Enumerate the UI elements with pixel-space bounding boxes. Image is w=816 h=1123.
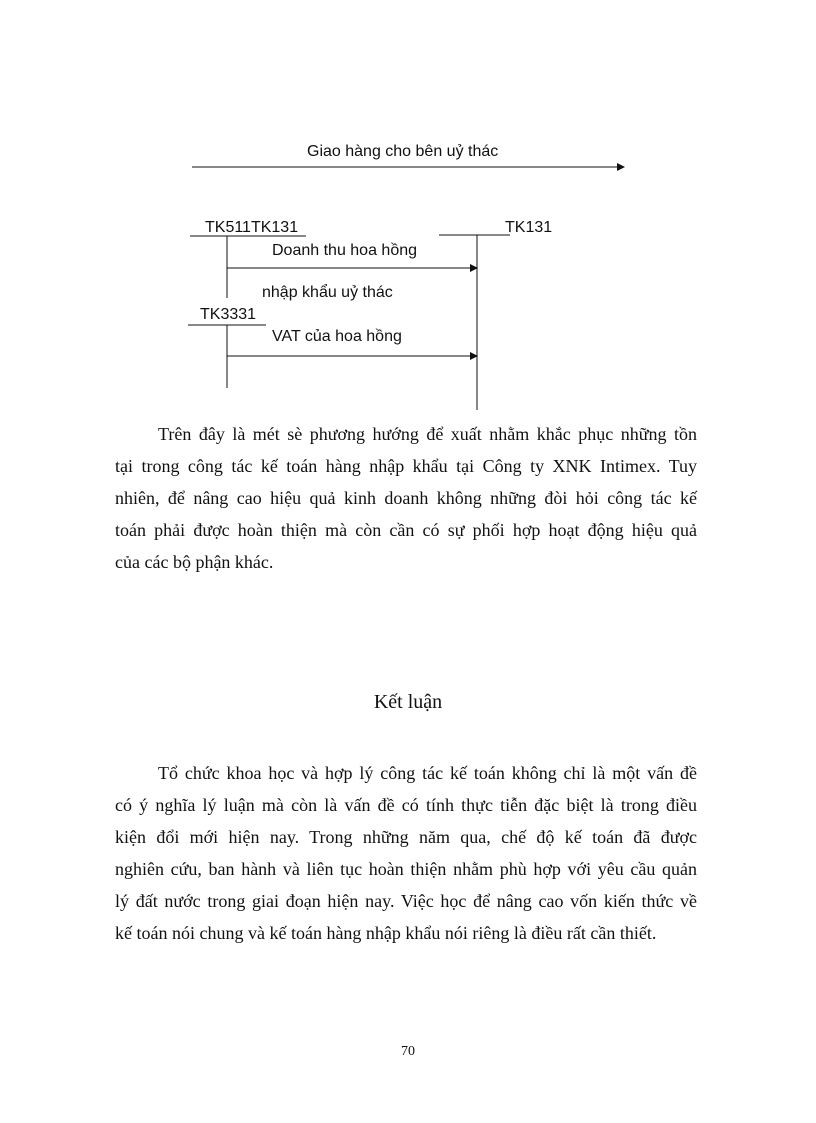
delivery-arrow-label: Giao hàng cho bên uỷ thác: [307, 143, 499, 160]
summary-line: toán phải được hoàn thiện mà còn cần có sự phối hợp hoạt động hiệu quả: [115, 520, 697, 540]
conclusion-line: lý đất nước trong giai đoạn hiện nay. Việc học để nâng cao vốn kiến thức về: [115, 891, 697, 911]
left-account-label: TK511TK131: [205, 219, 299, 236]
conclusion-line: nghiên cứu, ban hành và liên tục hoàn thiện nhằm phù hợp với yêu cầu quản: [115, 859, 697, 879]
page-number: 70: [401, 1044, 415, 1059]
conclusion-paragraph: [115, 757, 697, 949]
summary-line: nhiên, để nâng cao hiệu quả kinh doanh không những đòi hỏi công tác kế: [115, 488, 697, 508]
vat-commission-label: VAT của hoa hồng: [272, 328, 402, 345]
conclusion-heading: Kết luận: [373, 691, 443, 713]
conclusion-line: kế toán nói chung và kế toán hàng nhập khẩu nói riêng là điều rất cần thiết.: [115, 923, 657, 943]
conclusion-line: có ý nghĩa lý luận mà còn là vấn đề có tính thực tiễn đặc biệt là trong điều: [115, 795, 697, 815]
summary-line: tại trong công tác kế toán hàng nhập khẩu tại Công ty XNK Intimex. Tuy: [115, 456, 697, 476]
vat-account-label: TK3331: [200, 306, 257, 323]
right-account-label: TK131: [505, 219, 553, 236]
conclusion-line: kiện đổi mới hiện nay. Trong những năm qua, chế độ kế toán đã được: [115, 827, 697, 847]
summary-paragraph: [115, 418, 697, 578]
import-entrust-label: nhập khẩu uỷ thác: [262, 284, 393, 301]
summary-line: Trên đây là mét sè phương hướng để xuất nhằm khắc phục những tồn: [158, 424, 697, 444]
accounting-flow-diagram: [0, 0, 816, 440]
conclusion-line: Tổ chức khoa học và hợp lý công tác kế toán không chỉ là một vấn đề: [158, 763, 697, 783]
summary-line: của các bộ phận khác.: [115, 552, 274, 572]
commission-revenue-label: Doanh thu hoa hồng: [272, 242, 418, 259]
